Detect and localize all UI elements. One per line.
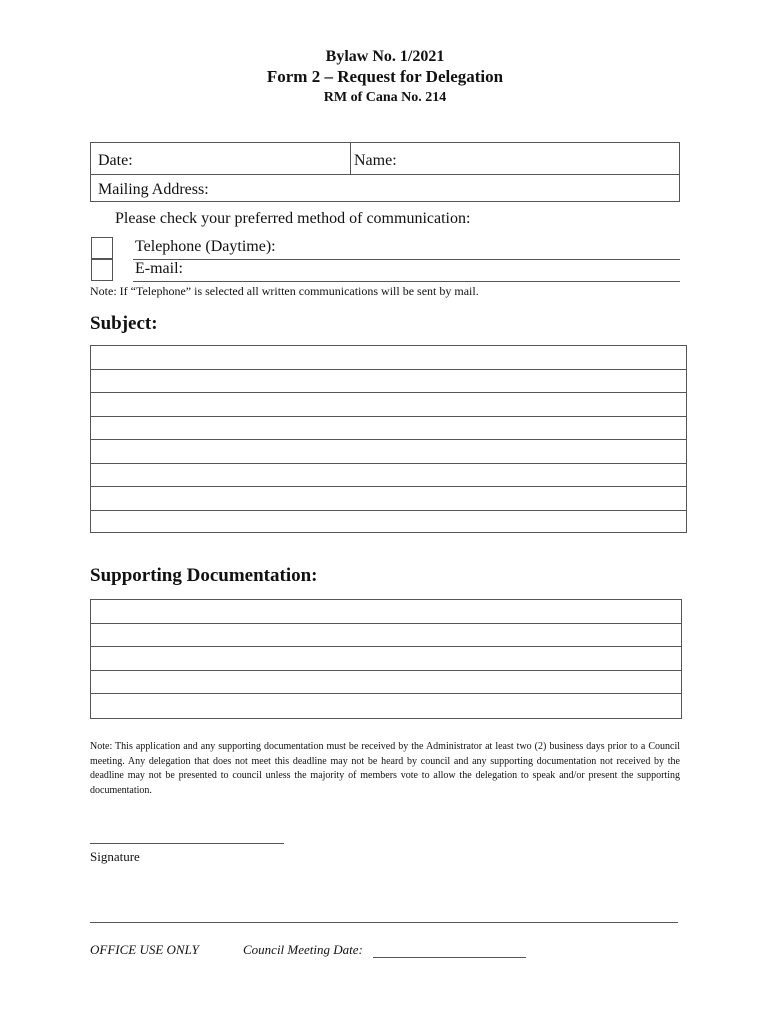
subject-line[interactable] [91,440,686,464]
subject-lines-box[interactable] [90,345,687,533]
bylaw-number: Bylaw No. 1/2021 [325,48,445,65]
communication-title: Please check your preferred method of communication: [115,210,471,227]
applicant-info-box [90,142,680,202]
date-field[interactable]: Date: [98,152,133,169]
subject-line[interactable] [91,511,686,535]
telephone-field[interactable] [133,259,680,260]
supporting-documentation-line[interactable] [91,671,681,695]
subject-line[interactable] [91,417,686,441]
subject-line[interactable] [91,346,686,370]
municipality-name: RM of Cana No. 214 [323,90,447,105]
subject-title: Subject: [90,313,158,334]
office-use-label: OFFICE USE ONLY [90,942,199,957]
supporting-documentation-line[interactable] [91,600,681,624]
signature-label: Signature [90,849,140,864]
subject-line[interactable] [91,487,686,511]
name-field[interactable]: Name: [354,152,397,169]
telephone-note: Note: If “Telephone” is selected all written communications will be sent by mail. [90,284,479,298]
supporting-documentation-lines-box[interactable] [90,599,682,719]
form-title: Form 2 – Request for Delegation [266,67,504,86]
mailing-address-field[interactable]: Mailing Address: [98,181,209,198]
telephone-checkbox[interactable] [91,237,113,259]
supporting-documentation-line[interactable] [91,647,681,671]
council-meeting-date-label: Council Meeting Date: [243,942,363,957]
supporting-documentation-line[interactable] [91,624,681,648]
signature-line[interactable] [90,843,284,844]
supporting-documentation-line[interactable] [91,694,681,718]
subject-line[interactable] [91,370,686,394]
subject-line[interactable] [91,393,686,417]
telephone-label: Telephone (Daytime): [135,238,276,255]
office-divider [90,922,678,923]
email-label: E-mail: [135,260,183,277]
council-meeting-date-line[interactable] [373,957,526,958]
supporting-documentation-title: Supporting Documentation: [90,565,318,586]
email-field[interactable] [133,281,680,282]
deadline-note: Note: This application and any supporting documentation must be received by the Administrator at least two (2) business days prior to a Council meeting. Any delegation that does not meet this deadline may not be heard by council and any supporting documentation not received by the deadline may not be presented to council unless the majority of members vote to allow the delegation to speak and/or present the supporting documentation. [90,741,680,796]
email-checkbox[interactable] [91,259,113,281]
info-divider [350,143,351,174]
subject-line[interactable] [91,464,686,488]
